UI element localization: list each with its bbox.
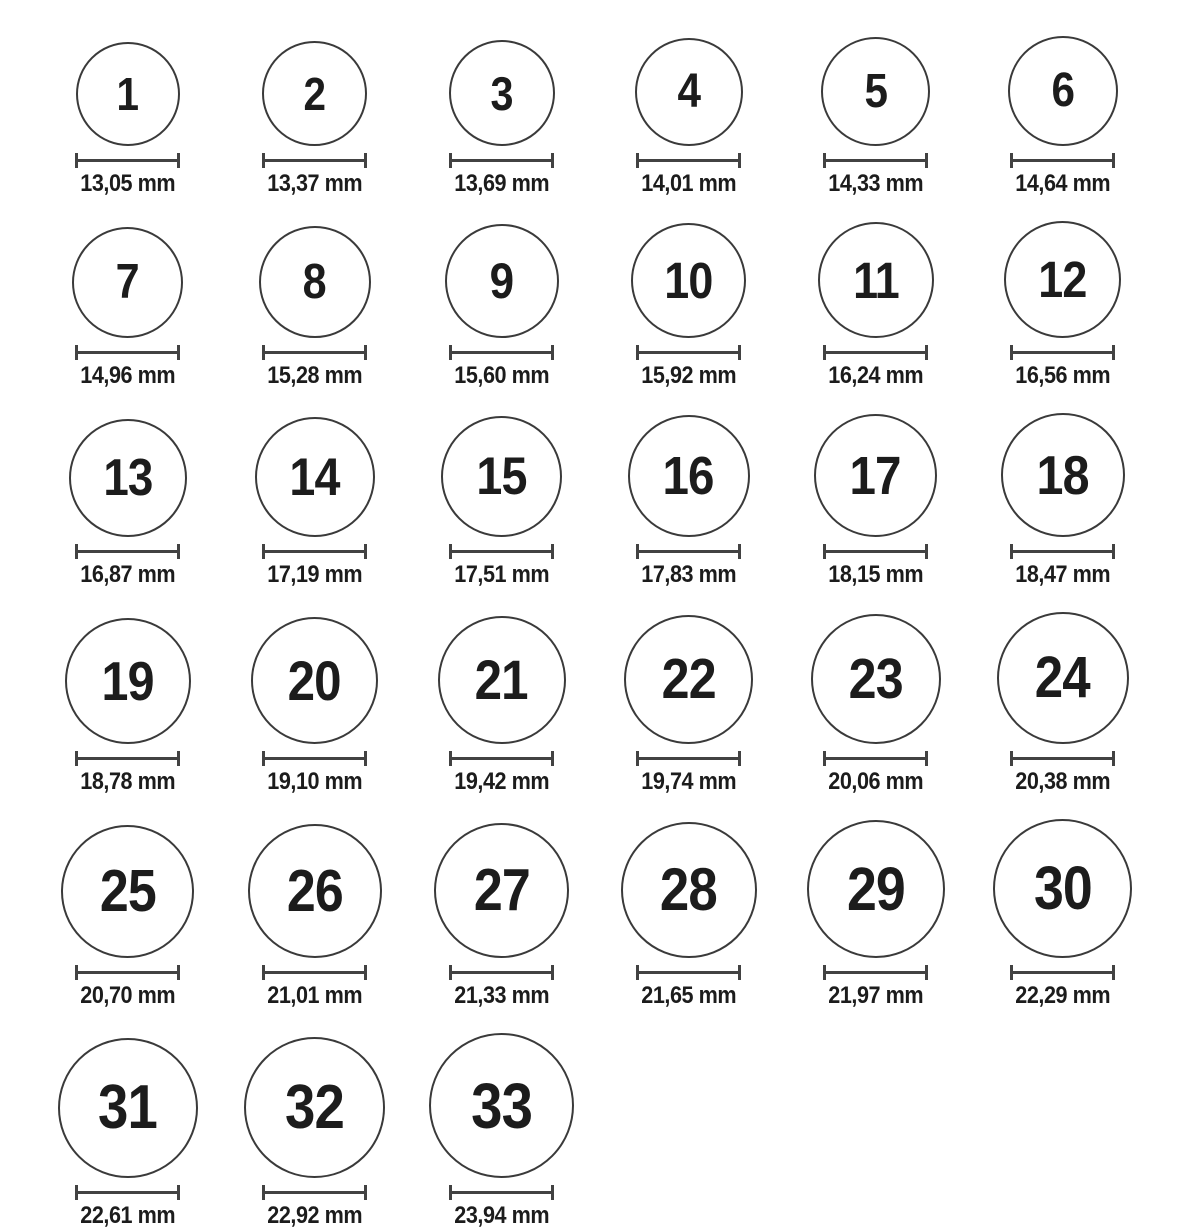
- dimension-right-tick: [177, 751, 180, 766]
- diameter-dimension-line: [1010, 345, 1115, 360]
- diameter-dimension-line: [262, 1185, 367, 1200]
- dimension-right-tick: [177, 544, 180, 559]
- diameter-dimension-line: [262, 965, 367, 980]
- ring-circle: [72, 227, 183, 338]
- dimension-right-tick: [364, 751, 367, 766]
- ring-circle: [69, 419, 187, 537]
- dimension-right-tick: [1112, 153, 1115, 168]
- dimension-bar: [1010, 159, 1115, 162]
- dimension-right-tick: [177, 1185, 180, 1200]
- ring-size-cell: [221, 1037, 408, 1229]
- ring-size-number: 6: [1051, 64, 1074, 117]
- ring-circle: [814, 414, 937, 537]
- dimension-bar: [262, 757, 367, 760]
- ring-size-cell: [782, 37, 969, 197]
- diameter-dimension-line: [823, 544, 928, 559]
- dimension-right-tick: [738, 751, 741, 766]
- ring-circle: [441, 416, 562, 537]
- ring-size-number: 3: [490, 66, 513, 120]
- ring-size-number: 32: [285, 1072, 344, 1142]
- ring-circle: [429, 1033, 574, 1178]
- ring-size-cell: [408, 823, 595, 1009]
- diameter-label: 18,78 mm: [80, 768, 175, 795]
- ring-circle: [807, 820, 945, 958]
- diameter-dimension-line: [636, 345, 741, 360]
- dimension-bar: [636, 550, 741, 553]
- ring-circle: [635, 38, 743, 146]
- diameter-dimension-line: [449, 544, 554, 559]
- diameter-label: 22,92 mm: [267, 1202, 362, 1229]
- diameter-dimension-line: [823, 965, 928, 980]
- dimension-bar: [823, 757, 928, 760]
- chart-row: [34, 36, 1200, 197]
- dimension-right-tick: [1112, 345, 1115, 360]
- diameter-label: 19,10 mm: [267, 768, 362, 795]
- diameter-label: 19,42 mm: [454, 768, 549, 795]
- ring-size-number: 4: [677, 65, 700, 118]
- dimension-right-tick: [925, 965, 928, 980]
- diameter-dimension-line: [449, 345, 554, 360]
- ring-size-cell: [408, 1033, 595, 1229]
- dimension-right-tick: [738, 965, 741, 980]
- dimension-bar: [75, 757, 180, 760]
- diameter-label: 19,74 mm: [641, 768, 736, 795]
- ring-size-cell: [969, 819, 1156, 1009]
- diameter-label: 21,97 mm: [828, 982, 923, 1009]
- ring-circle: [997, 612, 1129, 744]
- ring-circle: [438, 616, 566, 744]
- ring-circle: [244, 1037, 385, 1178]
- ring-size-cell: [408, 616, 595, 795]
- dimension-bar: [449, 550, 554, 553]
- diameter-label: 21,01 mm: [267, 982, 362, 1009]
- dimension-right-tick: [551, 153, 554, 168]
- dimension-bar: [449, 351, 554, 354]
- ring-size-cell: [782, 820, 969, 1009]
- dimension-right-tick: [364, 1185, 367, 1200]
- dimension-bar: [449, 757, 554, 760]
- diameter-dimension-line: [636, 751, 741, 766]
- ring-circle: [262, 41, 367, 146]
- ring-size-cell: [782, 414, 969, 588]
- dimension-right-tick: [1112, 751, 1115, 766]
- dimension-bar: [75, 159, 180, 162]
- ring-size-number: 20: [287, 648, 342, 712]
- diameter-dimension-line: [75, 751, 180, 766]
- ring-size-number: 30: [1033, 854, 1092, 922]
- ring-size-cell: [221, 617, 408, 795]
- diameter-dimension-line: [1010, 153, 1115, 168]
- ring-size-cell: [408, 416, 595, 588]
- ring-circle: [445, 224, 559, 338]
- ring-circle: [248, 824, 382, 958]
- ring-size-number: 28: [660, 856, 717, 923]
- ring-size-number: 13: [102, 449, 153, 507]
- dimension-right-tick: [925, 544, 928, 559]
- diameter-label: 20,70 mm: [80, 982, 175, 1009]
- diameter-dimension-line: [75, 153, 180, 168]
- dimension-bar: [823, 550, 928, 553]
- diameter-dimension-line: [636, 965, 741, 980]
- ring-size-number: 16: [662, 446, 715, 506]
- dimension-bar: [262, 971, 367, 974]
- diameter-dimension-line: [1010, 751, 1115, 766]
- ring-circle: [434, 823, 569, 958]
- diameter-dimension-line: [823, 345, 928, 360]
- dimension-bar: [449, 1191, 554, 1194]
- ring-size-number: 26: [286, 857, 343, 924]
- diameter-label: 15,92 mm: [641, 362, 736, 389]
- ring-size-number: 31: [98, 1073, 157, 1142]
- diameter-label: 15,28 mm: [267, 362, 362, 389]
- diameter-label: 16,24 mm: [828, 362, 923, 389]
- dimension-right-tick: [551, 345, 554, 360]
- ring-size-cell: [969, 221, 1156, 389]
- diameter-label: 22,61 mm: [80, 1202, 175, 1229]
- diameter-dimension-line: [75, 965, 180, 980]
- diameter-label: 13,37 mm: [267, 170, 362, 197]
- dimension-right-tick: [1112, 965, 1115, 980]
- dimension-right-tick: [364, 965, 367, 980]
- ring-circle: [58, 1038, 198, 1178]
- ring-size-number: 1: [116, 68, 139, 120]
- diameter-label: 22,29 mm: [1015, 982, 1110, 1009]
- ring-size-cell: [34, 825, 221, 1009]
- dimension-bar: [75, 1191, 180, 1194]
- ring-size-number: 11: [852, 251, 899, 309]
- diameter-dimension-line: [636, 544, 741, 559]
- diameter-label: 16,87 mm: [80, 561, 175, 588]
- chart-row: [34, 819, 1200, 1009]
- diameter-label: 21,33 mm: [454, 982, 549, 1009]
- dimension-bar: [75, 971, 180, 974]
- dimension-right-tick: [738, 345, 741, 360]
- dimension-right-tick: [1112, 544, 1115, 559]
- diameter-label: 14,96 mm: [80, 362, 175, 389]
- ring-size-cell: [34, 419, 221, 588]
- diameter-dimension-line: [449, 1185, 554, 1200]
- dimension-bar: [1010, 971, 1115, 974]
- dimension-right-tick: [925, 751, 928, 766]
- ring-size-cell: [34, 42, 221, 197]
- ring-size-number: 22: [661, 647, 716, 711]
- dimension-right-tick: [738, 544, 741, 559]
- dimension-right-tick: [177, 965, 180, 980]
- ring-size-cell: [221, 417, 408, 588]
- ring-size-cell: [595, 223, 782, 389]
- dimension-bar: [262, 550, 367, 553]
- chart-row: [34, 221, 1200, 389]
- dimension-bar: [449, 159, 554, 162]
- diameter-dimension-line: [75, 345, 180, 360]
- ring-size-number: 21: [474, 648, 529, 711]
- diameter-label: 14,01 mm: [641, 170, 736, 197]
- diameter-dimension-line: [262, 153, 367, 168]
- ring-size-cell: [408, 224, 595, 389]
- ring-circle: [628, 415, 750, 537]
- ring-size-number: 12: [1038, 251, 1087, 308]
- ring-circle: [821, 37, 930, 146]
- diameter-label: 16,56 mm: [1015, 362, 1110, 389]
- ring-circle: [61, 825, 194, 958]
- diameter-dimension-line: [1010, 544, 1115, 559]
- ring-size-number: 14: [289, 447, 340, 507]
- ring-circle: [76, 42, 180, 146]
- ring-size-cell: [34, 1038, 221, 1229]
- ring-size-number: 15: [476, 447, 527, 506]
- dimension-bar: [823, 159, 928, 162]
- diameter-dimension-line: [262, 544, 367, 559]
- ring-size-cell: [221, 41, 408, 197]
- dimension-bar: [1010, 550, 1115, 553]
- ring-size-cell: [595, 822, 782, 1009]
- ring-size-number: 33: [471, 1069, 532, 1142]
- dimension-bar: [262, 1191, 367, 1194]
- dimension-bar: [823, 351, 928, 354]
- ring-size-number: 23: [848, 646, 903, 711]
- ring-size-number: 18: [1036, 443, 1089, 506]
- dimension-right-tick: [551, 544, 554, 559]
- dimension-bar: [1010, 351, 1115, 354]
- ring-size-number: 27: [473, 857, 530, 923]
- ring-size-number: 19: [101, 649, 154, 712]
- diameter-label: 17,19 mm: [267, 561, 362, 588]
- diameter-label: 17,51 mm: [454, 561, 549, 588]
- diameter-label: 17,83 mm: [641, 561, 736, 588]
- diameter-dimension-line: [449, 965, 554, 980]
- dimension-right-tick: [364, 345, 367, 360]
- ring-size-cell: [782, 614, 969, 795]
- chart-row: [34, 413, 1200, 588]
- dimension-bar: [75, 550, 180, 553]
- ring-circle: [255, 417, 375, 537]
- dimension-bar: [1010, 757, 1115, 760]
- ring-circle: [65, 618, 191, 744]
- ring-size-number: 17: [849, 445, 902, 506]
- ring-circle: [259, 226, 371, 338]
- diameter-label: 20,06 mm: [828, 768, 923, 795]
- diameter-dimension-line: [262, 751, 367, 766]
- ring-size-number: 7: [115, 255, 140, 309]
- ring-size-cell: [34, 227, 221, 389]
- ring-size-cell: [969, 612, 1156, 795]
- dimension-right-tick: [551, 1185, 554, 1200]
- diameter-dimension-line: [262, 345, 367, 360]
- dimension-bar: [823, 971, 928, 974]
- ring-size-number: 24: [1034, 645, 1090, 710]
- diameter-dimension-line: [823, 751, 928, 766]
- ring-circle: [993, 819, 1132, 958]
- ring-size-number: 10: [664, 252, 713, 309]
- dimension-bar: [636, 351, 741, 354]
- ring-size-number: 5: [864, 64, 887, 118]
- dimension-right-tick: [177, 153, 180, 168]
- diameter-label: 18,15 mm: [828, 561, 923, 588]
- ring-circle: [1001, 413, 1125, 537]
- diameter-label: 20,38 mm: [1015, 768, 1110, 795]
- ring-circle: [251, 617, 378, 744]
- diameter-dimension-line: [449, 153, 554, 168]
- diameter-dimension-line: [449, 751, 554, 766]
- ring-circle: [818, 222, 934, 338]
- diameter-label: 14,64 mm: [1015, 170, 1110, 197]
- ring-circle: [621, 822, 757, 958]
- dimension-right-tick: [925, 345, 928, 360]
- dimension-right-tick: [364, 544, 367, 559]
- dimension-right-tick: [177, 345, 180, 360]
- ring-circle: [631, 223, 746, 338]
- diameter-dimension-line: [636, 153, 741, 168]
- ring-size-cell: [595, 615, 782, 795]
- dimension-bar: [449, 971, 554, 974]
- diameter-label: 23,94 mm: [454, 1202, 549, 1229]
- ring-circle: [449, 40, 555, 146]
- ring-size-cell: [595, 38, 782, 197]
- diameter-label: 15,60 mm: [454, 362, 549, 389]
- ring-size-number: 29: [846, 854, 905, 923]
- ring-size-cell: [221, 824, 408, 1009]
- diameter-label: 14,33 mm: [828, 170, 923, 197]
- ring-size-cell: [34, 618, 221, 795]
- ring-size-cell: [782, 222, 969, 389]
- dimension-bar: [262, 159, 367, 162]
- ring-size-number: 25: [99, 858, 156, 924]
- diameter-label: 13,69 mm: [454, 170, 549, 197]
- ring-circle: [1004, 221, 1121, 338]
- dimension-bar: [75, 351, 180, 354]
- dimension-right-tick: [364, 153, 367, 168]
- ring-size-number: 2: [303, 67, 326, 120]
- dimension-right-tick: [551, 965, 554, 980]
- diameter-dimension-line: [75, 544, 180, 559]
- dimension-bar: [636, 971, 741, 974]
- dimension-right-tick: [551, 751, 554, 766]
- ring-circle: [811, 614, 941, 744]
- diameter-label: 13,05 mm: [80, 170, 175, 197]
- ring-size-cell: [969, 413, 1156, 588]
- ring-size-cell: [408, 40, 595, 197]
- ring-size-cell: [221, 226, 408, 389]
- chart-row: [34, 1033, 1200, 1229]
- ring-size-number: 9: [489, 253, 514, 309]
- chart-row: [34, 612, 1200, 795]
- ring-circle: [624, 615, 753, 744]
- ring-size-number: 8: [302, 254, 327, 309]
- dimension-bar: [636, 757, 741, 760]
- diameter-dimension-line: [1010, 965, 1115, 980]
- diameter-label: 18,47 mm: [1015, 561, 1110, 588]
- diameter-dimension-line: [823, 153, 928, 168]
- dimension-bar: [262, 351, 367, 354]
- ring-size-cell: [969, 36, 1156, 197]
- dimension-right-tick: [925, 153, 928, 168]
- ring-circle: [1008, 36, 1118, 146]
- diameter-dimension-line: [75, 1185, 180, 1200]
- dimension-bar: [636, 159, 741, 162]
- diameter-label: 21,65 mm: [641, 982, 736, 1009]
- dimension-right-tick: [738, 153, 741, 168]
- ring-size-cell: [595, 415, 782, 588]
